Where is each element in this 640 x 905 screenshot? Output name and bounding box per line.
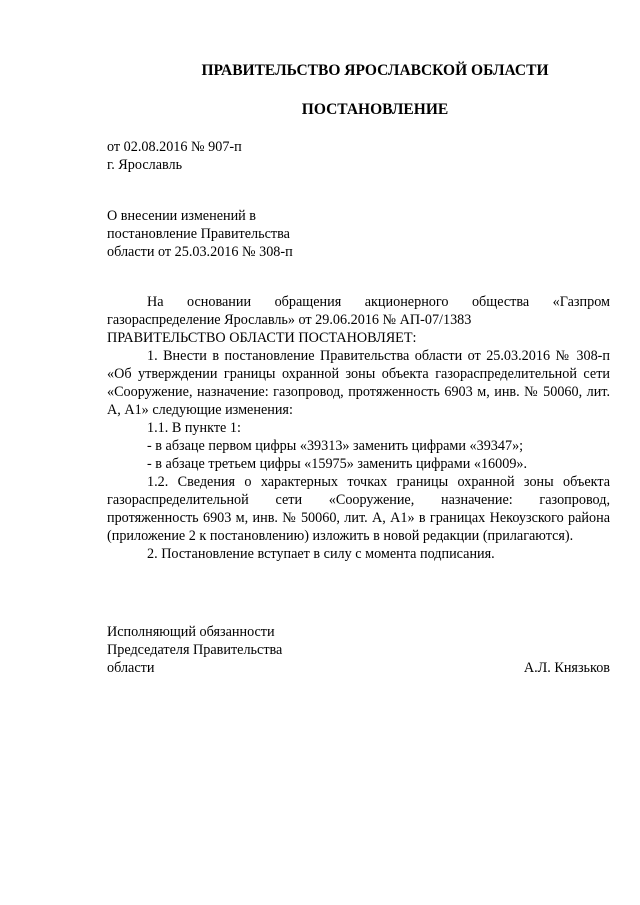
signature-line-2: Председателя Правительства bbox=[107, 642, 283, 658]
intro-line-1: На основании обращения акционерного общества «Газпром bbox=[147, 294, 610, 310]
item-1-1-b: - в абзаце третьем цифры «15975» заменить цифрами «16009». bbox=[147, 456, 528, 472]
document-type-heading: ПОСТАНОВЛЕНИЕ bbox=[301, 101, 449, 118]
document-body bbox=[107, 293, 610, 563]
item-1-1-a: - в абзаце первом цифры «39313» заменить цифрами «39347»; bbox=[147, 438, 524, 454]
signature-block bbox=[107, 623, 610, 677]
subject-line-1: О внесении изменений в bbox=[107, 208, 257, 224]
intro-line-2: газораспределение Ярославль» от 29.06.2016 № АП-07/1383 bbox=[107, 312, 472, 328]
signature-line-1: Исполняющий обязанности bbox=[107, 624, 275, 640]
item-1: 1. Внести в постановление Правительства области от 25.03.2016 № 308-п «Об утверждении границы охранной зоны объекта газораспределительной сети «Сооружение, назначение: газопровод, протяженность 6903 м, инв. № 50060, лит. А, А1» следующие изменения: bbox=[107, 348, 610, 418]
signatory-name: А.Л. Князьков bbox=[523, 660, 610, 676]
item-2: 2. Постановление вступает в силу с момента подписания. bbox=[147, 546, 495, 562]
subject-line-2: постановление Правительства bbox=[107, 226, 290, 242]
item-1-1: 1.1. В пункте 1: bbox=[147, 420, 241, 436]
date-number: от 02.08.2016 № 907-п bbox=[107, 139, 242, 155]
government-heading: ПРАВИТЕЛЬСТВО ЯРОСЛАВСКОЙ ОБЛАСТИ bbox=[201, 62, 549, 79]
decree-line: ПРАВИТЕЛЬСТВО ОБЛАСТИ ПОСТАНОВЛЯЕТ: bbox=[107, 330, 417, 346]
subject-line-3: области от 25.03.2016 № 308-п bbox=[107, 244, 293, 260]
city: г. Ярославль bbox=[107, 157, 183, 173]
signature-line-3: области bbox=[107, 660, 155, 676]
item-1-2: 1.2. Сведения о характерных точках границы охранной зоны объекта газораспределительной сети «Сооружение, назначение: газопровод, протяженность 6903 м, инв. № 50060, лит. А, А1» в границах Некоузского района (приложение 2 к постановлению) изложить в новой редакции (прилагаются). bbox=[107, 474, 610, 544]
signature-row bbox=[107, 659, 610, 677]
